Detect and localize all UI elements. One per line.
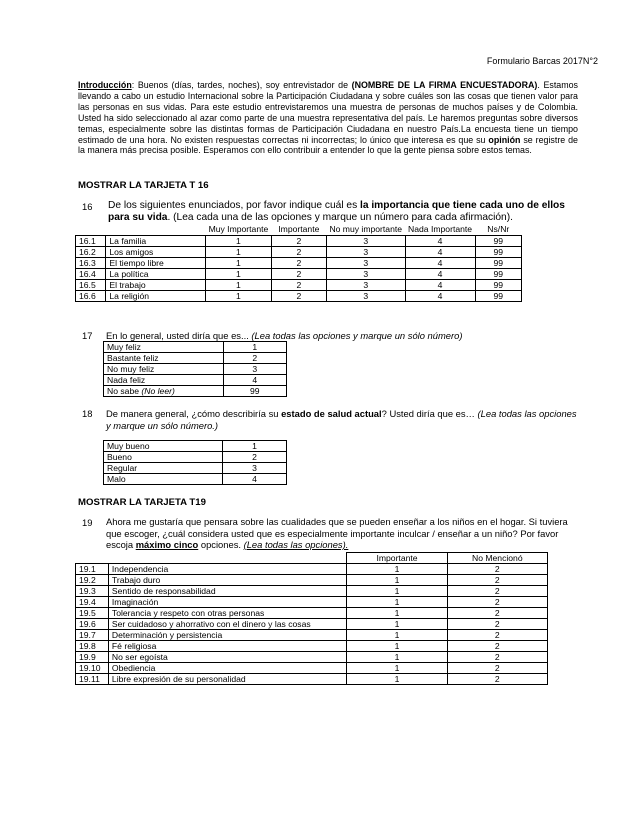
question-number-16: 16 (82, 201, 93, 212)
answer-code: 99 (223, 386, 286, 397)
question-17-text (106, 330, 576, 342)
table-row (104, 386, 287, 397)
answer-code: 3 (223, 364, 286, 375)
question-number-18: 18 (82, 408, 93, 419)
answer-code: 2 (271, 291, 326, 302)
header-blank (76, 553, 347, 564)
introduction-paragraph (78, 80, 578, 156)
q16-bold: la importancia que tiene cada uno de ellos para su vida (108, 200, 565, 223)
table-row (76, 269, 522, 280)
row-label: Sentido de responsabilidad (108, 586, 347, 597)
table-row (104, 353, 287, 364)
table-row (76, 652, 548, 663)
q19-bold: máximo cinco (135, 539, 199, 551)
option-label: Bastante feliz (104, 353, 224, 364)
table-row (104, 342, 287, 353)
answer-code: 1 (347, 564, 447, 575)
option-label: Malo (104, 474, 223, 485)
table-header-row (76, 553, 548, 564)
row-label: El trabajo (106, 280, 206, 291)
firm-name-placeholder: (NOMBRE DE LA FIRMA ENCUESTADORA) (351, 80, 538, 90)
answer-code: 4 (405, 269, 475, 280)
answer-code: 2 (447, 597, 547, 608)
table-row (76, 608, 548, 619)
row-id: 16.2 (76, 247, 106, 258)
column-header: Nada Importante (408, 224, 473, 235)
answer-code: 2 (271, 269, 326, 280)
answer-code: 1 (347, 597, 447, 608)
answer-code: 1 (347, 652, 447, 663)
table-row (104, 364, 287, 375)
row-label: Determinación y persistencia (108, 630, 347, 641)
row-label: Independencia (108, 564, 347, 575)
row-id: 19.1 (76, 564, 109, 575)
row-label: Obediencia (108, 663, 347, 674)
answer-code: 99 (475, 236, 521, 247)
row-id: 16.1 (76, 236, 106, 247)
answer-code: 2 (447, 641, 547, 652)
intro-text-3: se registre de la manera más precisa posible. Esperamos con ello contribuir a entender lo que la gente piensa sobre estos temas. (78, 134, 578, 156)
column-header: Ns/Nr (487, 224, 510, 235)
answer-code: 1 (347, 641, 447, 652)
row-id: 19.9 (76, 652, 109, 663)
question-number-19: 19 (82, 517, 93, 528)
q18-text-1: De manera general, ¿cómo describiría su (106, 408, 282, 419)
answer-code: 3 (326, 258, 405, 269)
row-id: 16.3 (76, 258, 106, 269)
answer-code: 4 (405, 291, 475, 302)
answer-code: 3 (326, 269, 405, 280)
answer-code: 2 (271, 258, 326, 269)
table-row (76, 674, 548, 685)
answer-code: 1 (347, 608, 447, 619)
q16-text-2: . (Lea cada una de las opciones y marque un número para cada afirmación). (167, 211, 513, 223)
option-label: Nada feliz (104, 375, 224, 386)
table-row (104, 441, 287, 452)
row-id: 16.6 (76, 291, 106, 302)
table-q18 (103, 440, 287, 485)
table-row (76, 258, 522, 269)
answer-code: 3 (326, 247, 405, 258)
answer-code: 4 (405, 247, 475, 258)
q18-instruction: (Lea todas las opciones y marque un sólo número.) (106, 408, 577, 431)
table-row (76, 291, 522, 302)
answer-code: 4 (223, 375, 286, 386)
row-id: 19.3 (76, 586, 109, 597)
table-row (76, 236, 522, 247)
column-header: Muy Importante (208, 224, 269, 235)
answer-code: 2 (447, 674, 547, 685)
question-18-text (106, 408, 582, 431)
row-label: Trabajo duro (108, 575, 347, 586)
answer-code: 1 (347, 630, 447, 641)
row-label: Imaginación (108, 597, 347, 608)
q16-text-1: De los siguientes enunciados, por favor indique cuál es (108, 200, 361, 211)
table-row (76, 597, 548, 608)
question-number-17: 17 (82, 330, 93, 341)
header-blank (106, 225, 206, 236)
table-row (76, 663, 548, 674)
answer-code: 1 (206, 247, 272, 258)
intro-label: Introducción (78, 80, 132, 90)
answer-code: 4 (223, 474, 287, 485)
answer-code: 1 (347, 663, 447, 674)
row-id: 19.6 (76, 619, 109, 630)
answer-code: 2 (271, 280, 326, 291)
option-label: Muy bueno (104, 441, 223, 452)
column-header: Importante (278, 224, 320, 235)
answer-code: 1 (206, 236, 272, 247)
option-label: No sabe (No leer) (104, 386, 224, 397)
row-label: Tolerancia y respeto con otras personas (108, 608, 347, 619)
answer-code: 1 (223, 441, 287, 452)
answer-code: 99 (475, 258, 521, 269)
answer-code: 4 (405, 280, 475, 291)
answer-code: 99 (475, 291, 521, 302)
row-label: Ser cuidadoso y ahorrativo con el dinero y las cosas (108, 619, 347, 630)
answer-code: 1 (206, 269, 272, 280)
row-id: 16.4 (76, 269, 106, 280)
column-header: No muy importante (329, 224, 403, 235)
q19-text-2: opciones. (198, 539, 244, 551)
answer-code: 2 (447, 652, 547, 663)
row-label: La familia (106, 236, 206, 247)
table-row (104, 375, 287, 386)
row-label: Fé religiosa (108, 641, 347, 652)
row-label: La política (106, 269, 206, 280)
form-header: Formulario Barcas 2017N°2 (486, 56, 598, 66)
q17-instruction: (Lea todas las opciones y marque un sólo número) (251, 330, 463, 341)
answer-code: 1 (347, 619, 447, 630)
answer-code: 3 (326, 280, 405, 291)
column-header: Importante (347, 553, 447, 564)
option-label: Regular (104, 463, 223, 474)
answer-code: 1 (347, 586, 447, 597)
answer-code: 1 (347, 674, 447, 685)
table-header-row (76, 225, 522, 236)
table-q19 (75, 552, 548, 685)
answer-code: 2 (447, 575, 547, 586)
row-label: Los amigos (106, 247, 206, 258)
answer-code: 99 (475, 269, 521, 280)
q17-text: En lo general, usted diría que es... (106, 330, 252, 341)
intro-text-2: . Estamos llevando a cabo un estudio Internacional sobre la Participación Ciudadana y sobre cuáles son las cosas que tienen valor para las personas en sus vidas. Para este estudio entrevistaremos una muestra de personas de muchos países y de Colombia. Usted ha sido seleccionado al azar como parte de una muestra representativa del país. Le haremos preguntas sobre diversos temas, especialmente sobre las distintas formas de Participación Ciudadana en nuestro País.La encuesta tiene un tiempo estimado de una hora. No existen respuestas correctas ni incorrectas; lo único que interesa es que su (78, 80, 578, 145)
row-id: 19.5 (76, 608, 109, 619)
table-row (76, 247, 522, 258)
table-row (76, 575, 548, 586)
table-q17 (103, 341, 287, 397)
row-id: 16.5 (76, 280, 106, 291)
answer-code: 99 (475, 280, 521, 291)
section-heading-t16: MOSTRAR LA TARJETA T 16 (78, 180, 209, 191)
row-label: El tiempo libre (106, 258, 206, 269)
answer-code: 1 (347, 575, 447, 586)
answer-code: 2 (447, 663, 547, 674)
intro-opinion: opinión (488, 134, 521, 145)
answer-code: 2 (447, 630, 547, 641)
table-row (76, 630, 548, 641)
answer-code: 2 (447, 608, 547, 619)
answer-code: 2 (447, 586, 547, 597)
answer-code: 4 (405, 258, 475, 269)
question-19-text (106, 516, 582, 551)
table-row (76, 619, 548, 630)
answer-code: 1 (223, 342, 286, 353)
answer-code: 2 (223, 452, 287, 463)
table-row (76, 641, 548, 652)
answer-code: 2 (271, 247, 326, 258)
q18-text-2: ? Usted diría que es… (381, 408, 478, 419)
section-heading-t19: MOSTRAR LA TARJETA T19 (78, 497, 206, 508)
answer-code: 3 (326, 291, 405, 302)
table-row (76, 586, 548, 597)
answer-code: 1 (206, 291, 272, 302)
answer-code: 1 (206, 258, 272, 269)
table-row (104, 463, 287, 474)
header-blank (76, 225, 106, 236)
question-16-text (108, 200, 580, 223)
table-row (104, 474, 287, 485)
column-header: No Mencionó (447, 553, 547, 564)
option-label: Bueno (104, 452, 223, 463)
answer-code: 2 (223, 353, 286, 364)
row-id: 19.8 (76, 641, 109, 652)
table-q16 (75, 225, 522, 302)
table-row (104, 452, 287, 463)
answer-code: 2 (447, 564, 547, 575)
answer-code: 4 (405, 236, 475, 247)
answer-code: 2 (271, 236, 326, 247)
no-leer-note: (No leer) (141, 386, 175, 396)
answer-code: 2 (447, 619, 547, 630)
q18-bold: estado de salud actual (281, 408, 382, 419)
table-row (76, 564, 548, 575)
table-row (76, 280, 522, 291)
q19-text-1: Ahora me gustaría que pensara sobre las cualidades que se pueden enseñar a los niños en el hogar. Si tuviera que escoger, ¿cuál considera usted que es especialmente importante inculcar / enseñar a un niño? Por favor escoja (106, 516, 568, 551)
answer-code: 3 (326, 236, 405, 247)
row-label: La religión (106, 291, 206, 302)
row-id: 19.2 (76, 575, 109, 586)
answer-code: 99 (475, 247, 521, 258)
option-label: Muy feliz (104, 342, 224, 353)
row-id: 19.10 (76, 663, 109, 674)
option-label: No muy feliz (104, 364, 224, 375)
q19-instruction: (Lea todas las opciones). (243, 539, 349, 551)
row-id: 19.7 (76, 630, 109, 641)
answer-code: 1 (206, 280, 272, 291)
row-label: Libre expresión de su personalidad (108, 674, 347, 685)
row-label: No ser egoísta (108, 652, 347, 663)
answer-code: 3 (223, 463, 287, 474)
intro-text-1: : Buenos (días, tardes, noches), soy entrevistador de (131, 80, 352, 90)
row-id: 19.11 (76, 674, 109, 685)
row-id: 19.4 (76, 597, 109, 608)
